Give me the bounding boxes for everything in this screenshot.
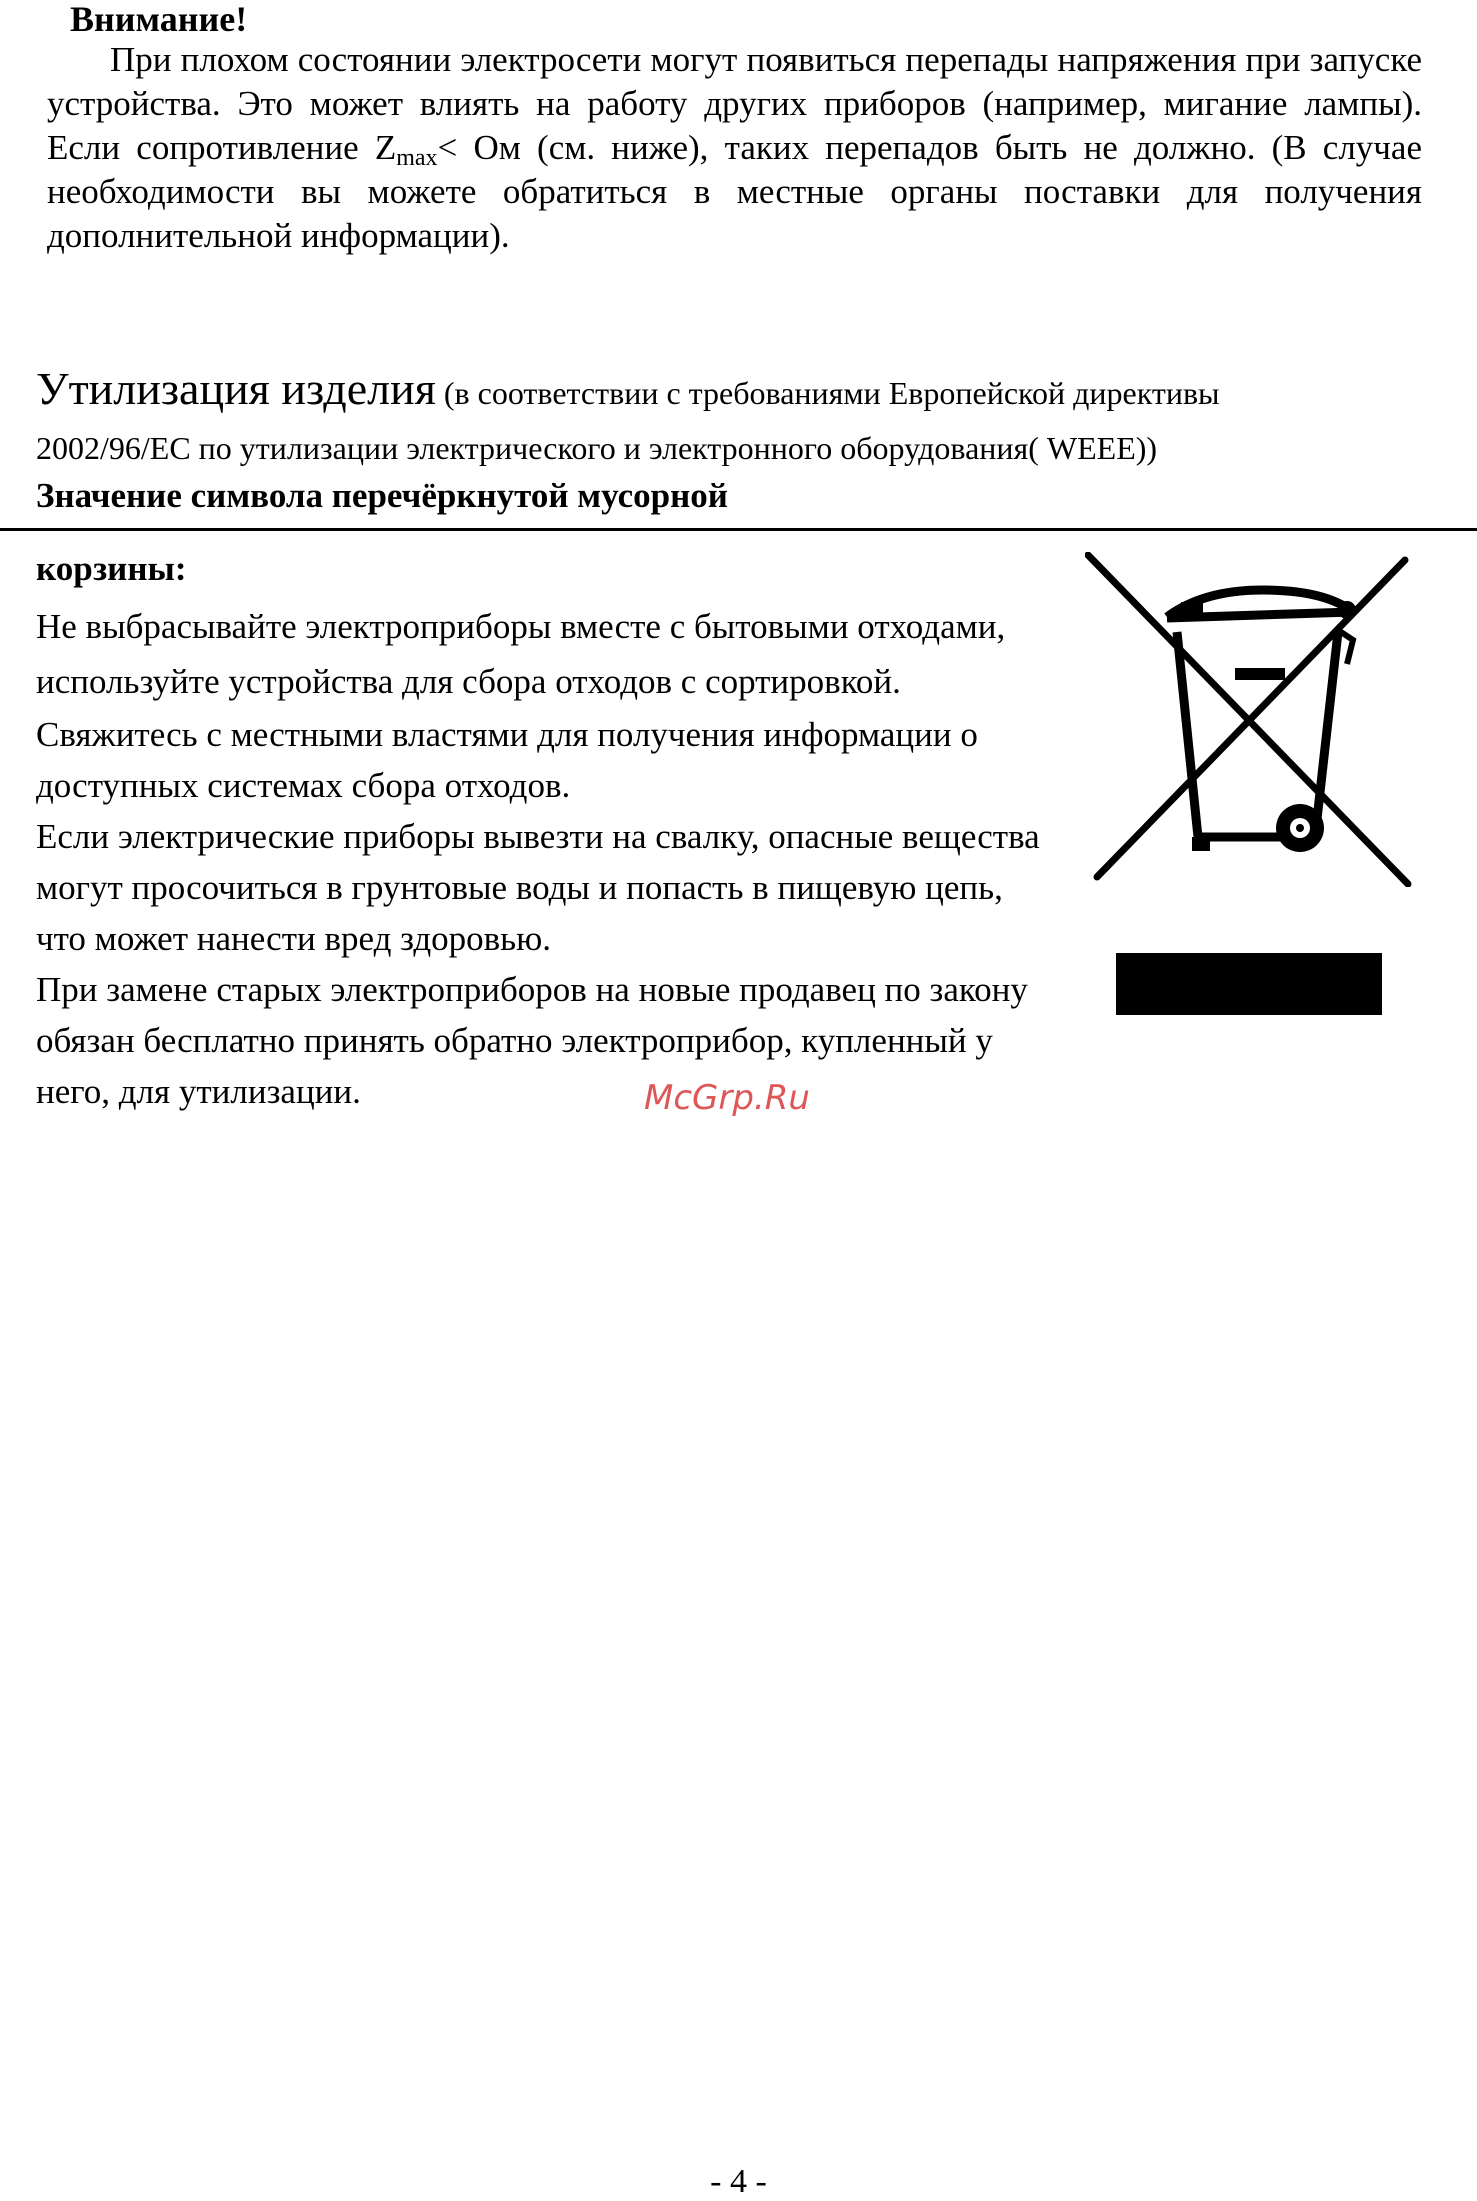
weee-solid-bar — [1116, 953, 1382, 1015]
disposal-paragraph-4: При замене старых электроприборов на новые продавец по закону обязан бесплатно принять обратно электроприбор, купленный у него, для утилизации. — [36, 970, 1028, 1111]
warning-text-before: При плохом состоянии электросети могут появиться перепады напряжения при запуске устройства. Это может влиять на работу других приборов (например, мигание лампы). Если сопротивление Z — [47, 40, 1422, 167]
warning-heading: Внимание! — [70, 0, 248, 39]
disposal-paragraph-1: Не выбрасывайте электроприборы вместе с бытовыми отходами, используйте устройства для сбора отходов с сортировкой. — [36, 607, 1006, 701]
disposal-body — [36, 545, 1046, 1117]
crossed-out-wheelie-bin-icon — [1085, 552, 1415, 887]
page-number: - 4 - — [710, 2163, 767, 2200]
disposal-title-line — [36, 365, 1446, 424]
warning-text — [47, 38, 1422, 258]
warning-text-after: < Ом (см. ниже), таких перепадов быть не должно. (В случае необходимости вы можете обратиться в местные органы поставки для получения дополнительной информации). — [47, 128, 1422, 255]
disposal-directive-line1: (в соответствии с требованиями Европейской директивы — [435, 375, 1220, 411]
zmax-subscript: max — [396, 145, 438, 171]
symbol-meaning-heading: Значение символа перечёркнутой мусорной — [36, 476, 728, 515]
warning-section — [47, 0, 1422, 258]
disposal-header — [36, 365, 1446, 520]
disposal-title: Утилизация изделия — [36, 363, 436, 414]
disposal-directive-line2: 2002/96/ЕС по утилизации электрического и электронного оборудования( WEEE)) — [36, 430, 1158, 466]
watermark: McGrp.Ru — [644, 1078, 810, 1118]
section-divider — [0, 528, 1477, 531]
disposal-paragraph-3: Если электрические приборы вывезти на свалку, опасные вещества могут просочиться в грунтовые воды и попасть в пищевую цепь, что может нанести вред здоровью. — [36, 817, 1040, 958]
disposal-paragraph-2: Свяжитесь с местными властями для получения информации о доступных системах сбора отходов. — [36, 715, 978, 805]
symbol-meaning-heading-cont: корзины: — [36, 549, 187, 588]
